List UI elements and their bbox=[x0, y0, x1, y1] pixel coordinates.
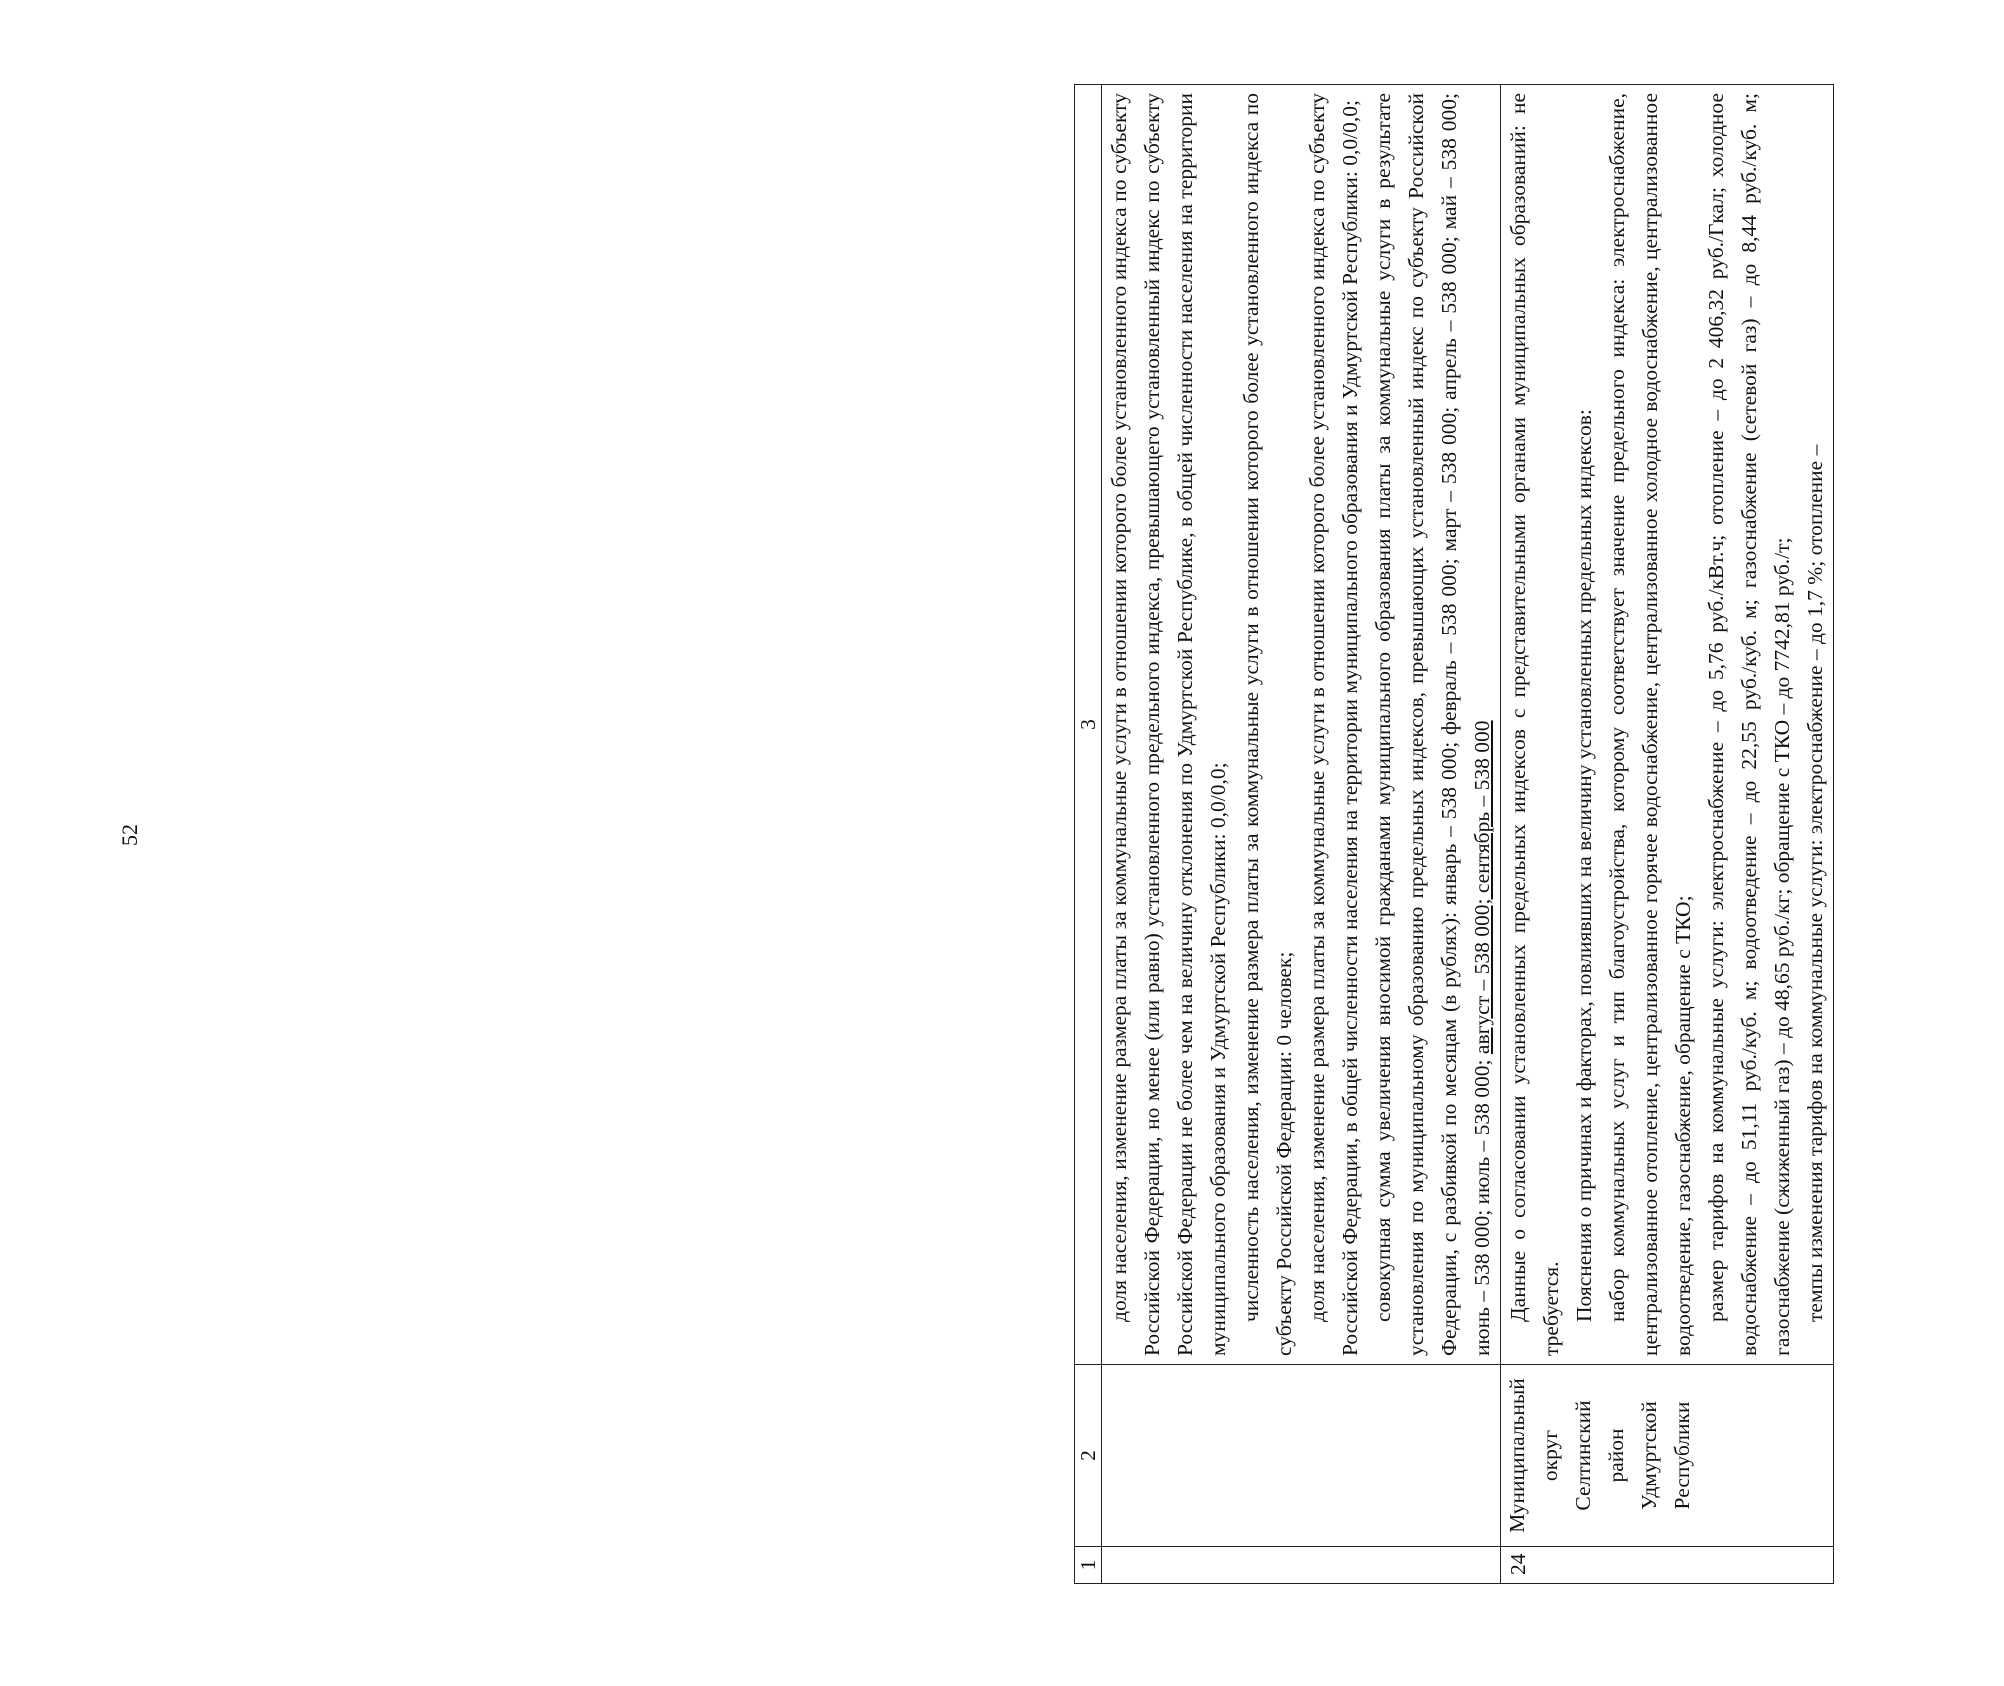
underlined-text: август – 538 000; сентябрь – 538 000 bbox=[1470, 720, 1494, 1055]
paragraph: доля населения, изменение размера платы за коммунальные услуги в отношении которого более установленного индекса по субъекту Российской Федерации, но менее (или равно) установленного предельного индекса, превышающего установленный индекс по субъекту Российской Федерации не более чем на величину отклонения по Удмуртской Республике, в общей численности населения на территории муниципального образования и Удмуртской Республики: 0,0/0,0; bbox=[1107, 93, 1230, 1356]
row-number-cell: 24 bbox=[1501, 1547, 1834, 1584]
paragraph: доля населения, изменение размера платы за коммунальные услуги в отношении которого более установленного индекса по субъекту Российской Федерации, в общей численности населения на территории муниципального образования и Удмуртской Республики: 0,0/0,0; bbox=[1305, 93, 1362, 1356]
table-row-24 bbox=[1501, 85, 1834, 1584]
row-name-cell bbox=[1102, 1365, 1501, 1547]
paragraph: размер тарифов на коммунальные услуги: электроснабжение – до 5,76 руб./кВт.ч; отопление – до 2 406,32 руб./Гкал; холодное водоснабжение – до 51,11 руб./куб. м; водоотведение – до 22,55 руб./куб. м; газоснабжение (сетевой газ) – до 8,44 руб./куб. м; газоснабжение (сжиженный газ) – до 48,65 руб./кг; обращение с ТКО – до 7742,81 руб./т; bbox=[1704, 93, 1794, 1356]
paragraph: набор коммунальных услуг и тип благоустройства, которому соответствует значение предельного индекса: электроснабжение, централизованное отопление, централизованное горячее водоснабжение, централизованное холодное водоснабжение, централизованное водоотведение, газоснабжение, обращение с ТКО; bbox=[1605, 93, 1695, 1356]
data-table bbox=[1074, 84, 1834, 1584]
paragraph-with-underline bbox=[1367, 93, 1499, 1356]
header-col-1: 1 bbox=[1075, 1547, 1102, 1584]
header-col-3: 3 bbox=[1075, 85, 1102, 1365]
page-number: 52 bbox=[117, 824, 142, 846]
row-name-cell: Муниципальный округ Селтинский район Удмуртской Республики bbox=[1501, 1365, 1834, 1547]
paragraph: Пояснения о причинах и факторах, повлиявших на величину установленных предельных индексов: bbox=[1572, 409, 1596, 1322]
paragraph: темпы изменения тарифов на коммунальные услуги: электроснабжение – до 1,7 %; отопление – bbox=[1803, 444, 1827, 1322]
paragraph-text: совокупная сумма увеличения вносимой гражданами муниципального образования платы за коммунальные услуги в результате установления по муниципальному образованию предельных индексов, превышающих установленный индекс по субъекту Российской Федерации, с разбивкой по месяцам (в рублях): январь – 538 000; февраль – 538 000; март – 538 000; апрель – 538 000; май – 538 000; июнь – 538 000; июль – 538 000; bbox=[1371, 93, 1494, 1356]
table-row-continuation bbox=[1102, 85, 1501, 1584]
paragraph: Данные о согласовании установленных предельных индексов с представительными органами муниципальных образований: не требуется. bbox=[1506, 93, 1563, 1356]
row-content-cell bbox=[1501, 85, 1834, 1365]
row-number-cell bbox=[1102, 1547, 1501, 1584]
paragraph: численность населения, изменение размера платы за коммунальные услуги в отношении которого более установленного индекса по субъекту Российской Федерации: 0 человек; bbox=[1239, 93, 1296, 1356]
row-content-cell bbox=[1102, 85, 1501, 1365]
header-col-2: 2 bbox=[1075, 1365, 1102, 1547]
rotated-table-sheet bbox=[1074, 84, 2004, 1584]
table-header-row bbox=[1075, 85, 1102, 1584]
